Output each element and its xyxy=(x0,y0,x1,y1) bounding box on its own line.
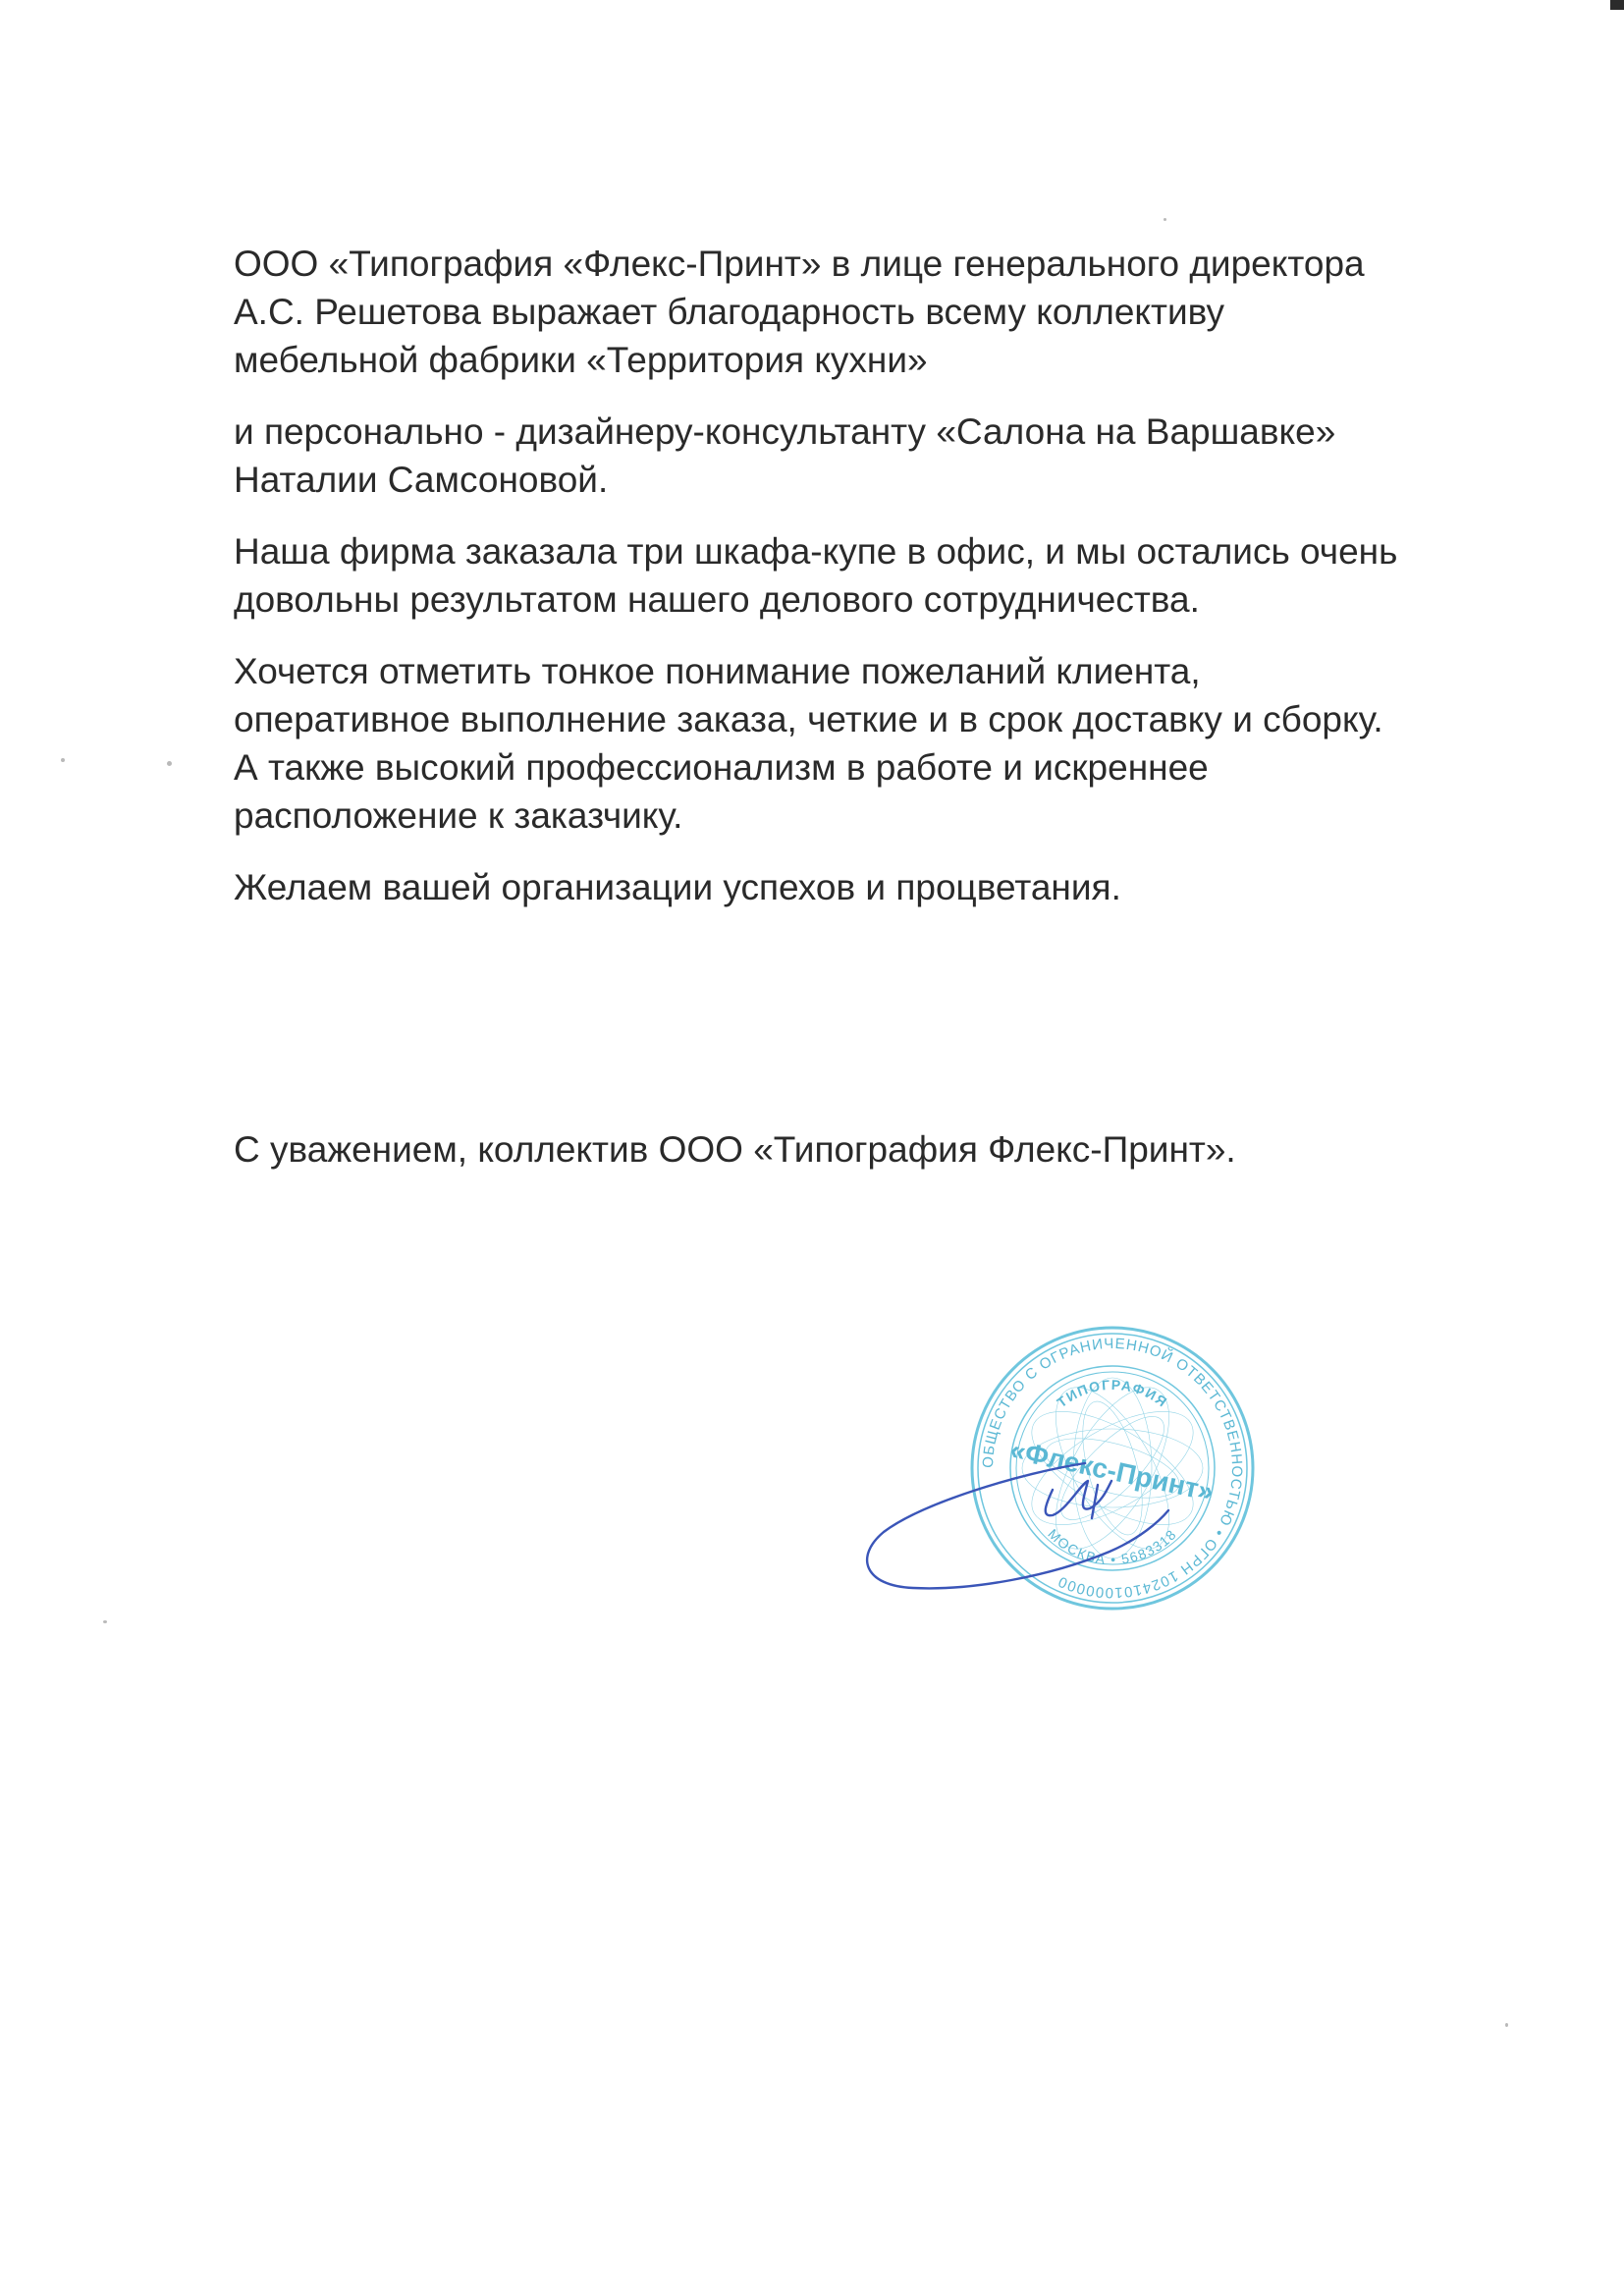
scan-speck xyxy=(1505,2023,1508,2027)
paragraph-order: Наша фирма заказала три шкафа-купе в офис, и мы остались очень довольны результатом нашего делового сотрудничества. xyxy=(234,531,1398,620)
seal-outer-text: ОБЩЕСТВО С ОГРАНИЧЕННОЙ ОТВЕТСТВЕННОСТЬЮ • ОГРН 1024101000000 xyxy=(979,1335,1246,1602)
scan-speck xyxy=(167,761,172,766)
scan-speck xyxy=(1164,218,1166,221)
seal-bottom-text: МОСКВА • 5683318 xyxy=(1045,1525,1180,1568)
seal-top-text: ТИПОГРАФИЯ xyxy=(1054,1376,1171,1411)
paragraph-wishes: Желаем вашей организации успехов и процветания. xyxy=(234,867,1121,907)
scan-speck xyxy=(103,1620,107,1623)
closing-line: С уважением, коллектив ООО «Типография Флекс-Принт». xyxy=(234,1129,1236,1170)
paragraph-intro: ООО «Типография «Флекс-Принт» в лице генерального директора А.С. Решетова выражает благодарность всему коллективу мебельной фабрики «Территория кухни» xyxy=(234,244,1365,380)
letter-body xyxy=(234,240,1549,1170)
scan-speck xyxy=(61,758,65,762)
seal-center-text: «Флекс-Принт» xyxy=(1007,1434,1217,1507)
paragraph-designer-thanks: и персонально - дизайнеру-консультанту «Салона на Варшавке» Наталии Самсоновой. xyxy=(234,411,1336,500)
paragraph-qualities: Хочется отметить тонкое понимание пожеланий клиента, оперативное выполнение заказа, четкие и в срок доставку и сборку. А также высокий профессионализм в работе и искреннее расположение к заказчику. xyxy=(234,651,1383,836)
handwritten-signature xyxy=(844,1394,1257,1611)
scan-corner-mark xyxy=(1610,0,1624,10)
